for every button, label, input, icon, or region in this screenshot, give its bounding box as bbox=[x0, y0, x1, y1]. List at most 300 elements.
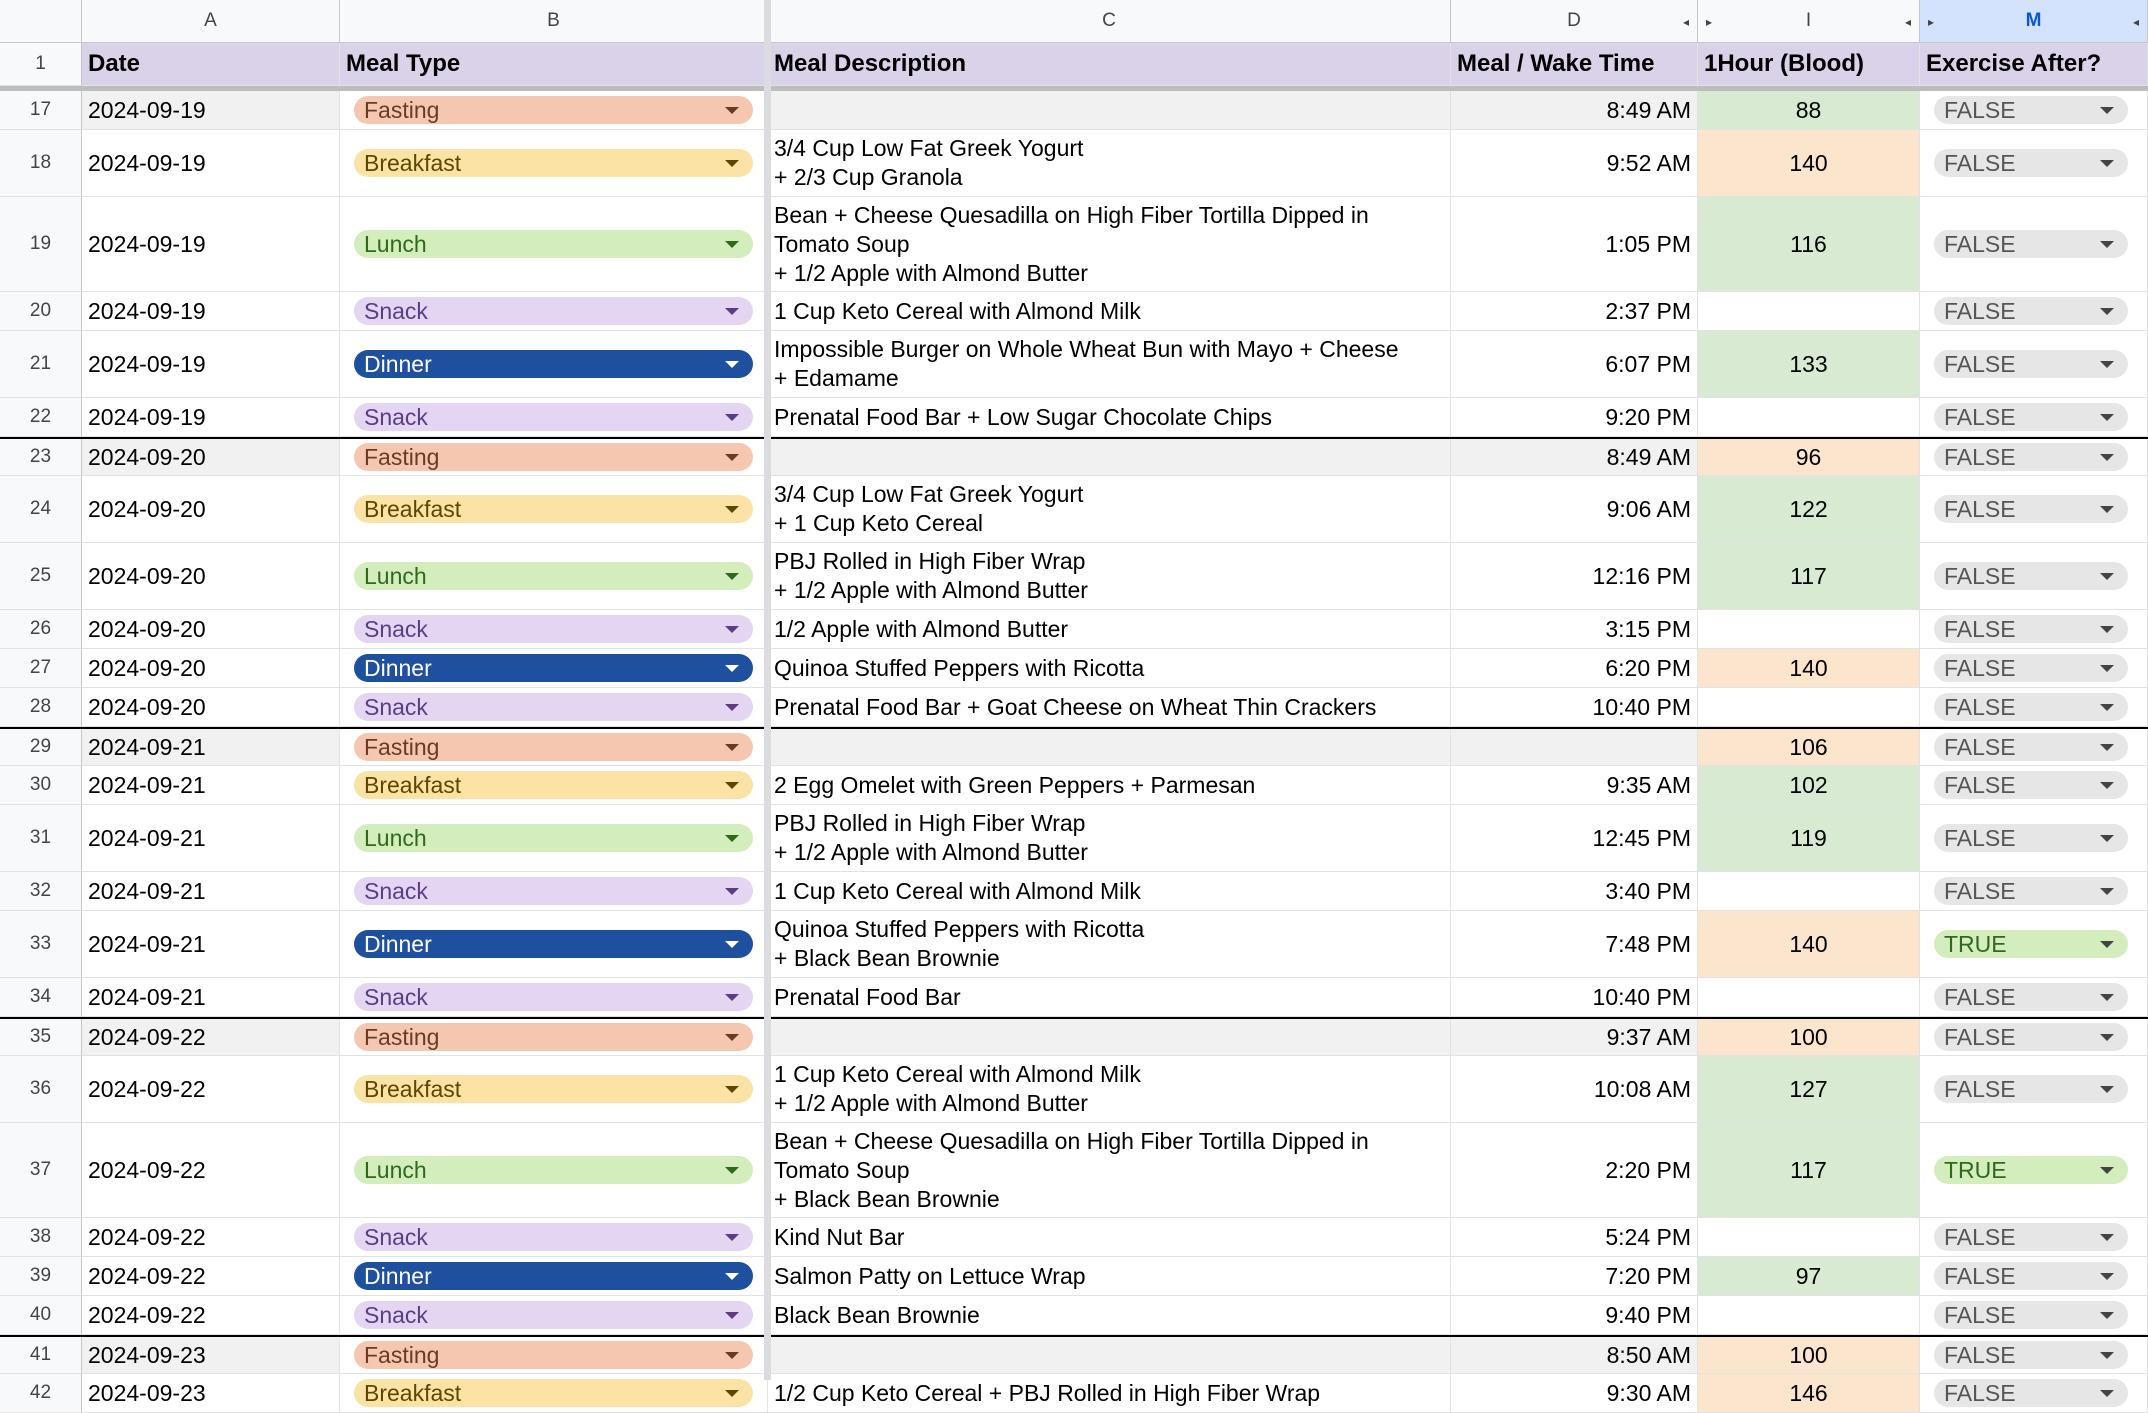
meal-type-cell[interactable] bbox=[340, 398, 768, 437]
exercise-after-cell[interactable] bbox=[1920, 1019, 2148, 1056]
meal-type-dropdown[interactable] bbox=[354, 1301, 753, 1329]
meal-time-cell[interactable]: 9:40 PM bbox=[1451, 1296, 1698, 1335]
chevron-down-icon[interactable] bbox=[2100, 506, 2114, 513]
column-header-col-m[interactable] bbox=[1920, 0, 2148, 43]
meal-description-cell[interactable] bbox=[768, 1296, 1451, 1335]
meal-type-cell[interactable] bbox=[340, 543, 768, 610]
meal-type-cell[interactable] bbox=[340, 439, 768, 476]
row-number[interactable]: 23 bbox=[0, 439, 82, 476]
blood-glucose-cell[interactable]: 117 bbox=[1698, 543, 1920, 610]
meal-type-dropdown[interactable] bbox=[354, 615, 753, 643]
blood-glucose-cell[interactable]: 140 bbox=[1698, 649, 1920, 688]
row-number[interactable]: 25 bbox=[0, 543, 82, 610]
chevron-down-icon[interactable] bbox=[2100, 1273, 2114, 1280]
chevron-down-icon[interactable] bbox=[2100, 1086, 2114, 1093]
column-header-col-a[interactable] bbox=[82, 0, 340, 43]
meal-type-cell[interactable] bbox=[340, 476, 768, 543]
meal-time-cell[interactable]: 12:45 PM bbox=[1451, 805, 1698, 872]
meal-type-cell[interactable] bbox=[340, 1056, 768, 1123]
meal-time-cell[interactable]: 1:05 PM bbox=[1451, 197, 1698, 292]
exercise-dropdown[interactable] bbox=[1934, 824, 2128, 852]
chevron-down-icon[interactable] bbox=[2100, 704, 2114, 711]
meal-description-cell[interactable] bbox=[768, 766, 1451, 805]
meal-description-cell[interactable] bbox=[768, 1257, 1451, 1296]
exercise-dropdown[interactable] bbox=[1934, 615, 2128, 643]
exercise-after-cell[interactable] bbox=[1920, 1257, 2148, 1296]
meal-type-dropdown[interactable] bbox=[354, 1075, 753, 1103]
exercise-dropdown[interactable] bbox=[1934, 877, 2128, 905]
meal-type-dropdown[interactable] bbox=[354, 149, 753, 177]
chevron-down-icon[interactable] bbox=[2100, 665, 2114, 672]
blood-glucose-cell[interactable]: 119 bbox=[1698, 805, 1920, 872]
meal-description-cell[interactable] bbox=[768, 610, 1451, 649]
meal-time-cell[interactable]: 6:07 PM bbox=[1451, 331, 1698, 398]
chevron-down-icon[interactable] bbox=[2100, 626, 2114, 633]
chevron-down-icon[interactable] bbox=[725, 994, 739, 1001]
date-cell[interactable]: 2024-09-20 bbox=[82, 688, 340, 727]
meal-description-cell[interactable] bbox=[768, 1019, 1451, 1056]
header-cell-col-d[interactable]: Meal / Wake Time bbox=[1451, 43, 1698, 86]
chevron-down-icon[interactable] bbox=[725, 160, 739, 167]
date-cell[interactable]: 2024-09-19 bbox=[82, 91, 340, 130]
exercise-after-cell[interactable] bbox=[1920, 543, 2148, 610]
meal-time-cell[interactable]: 9:30 AM bbox=[1451, 1374, 1698, 1413]
exercise-dropdown[interactable] bbox=[1934, 495, 2128, 523]
exercise-dropdown[interactable] bbox=[1934, 297, 2128, 325]
blood-glucose-cell[interactable] bbox=[1698, 978, 1920, 1017]
chevron-down-icon[interactable] bbox=[725, 835, 739, 842]
meal-type-dropdown[interactable] bbox=[354, 1341, 753, 1369]
meal-description-cell[interactable] bbox=[768, 476, 1451, 543]
exercise-after-cell[interactable] bbox=[1920, 610, 2148, 649]
exercise-dropdown[interactable] bbox=[1934, 693, 2128, 721]
row-number[interactable]: 39 bbox=[0, 1257, 82, 1296]
date-cell[interactable]: 2024-09-22 bbox=[82, 1257, 340, 1296]
meal-description-cell[interactable] bbox=[768, 911, 1451, 978]
hidden-columns-arrow-icon[interactable]: ◂ bbox=[1683, 15, 1690, 29]
chevron-down-icon[interactable] bbox=[2100, 1312, 2114, 1319]
exercise-after-cell[interactable] bbox=[1920, 130, 2148, 197]
date-cell[interactable]: 2024-09-22 bbox=[82, 1218, 340, 1257]
exercise-after-cell[interactable] bbox=[1920, 292, 2148, 331]
date-cell[interactable]: 2024-09-22 bbox=[82, 1056, 340, 1123]
date-cell[interactable]: 2024-09-23 bbox=[82, 1374, 340, 1413]
row-number[interactable]: 29 bbox=[0, 729, 82, 766]
row-number[interactable]: 38 bbox=[0, 1218, 82, 1257]
header-cell-col-b[interactable]: Meal Type bbox=[340, 43, 768, 86]
meal-time-cell[interactable]: 7:20 PM bbox=[1451, 1257, 1698, 1296]
chevron-down-icon[interactable] bbox=[2100, 888, 2114, 895]
date-cell[interactable]: 2024-09-20 bbox=[82, 439, 340, 476]
column-header-col-d[interactable] bbox=[1451, 0, 1698, 43]
blood-glucose-cell[interactable] bbox=[1698, 1296, 1920, 1335]
meal-description-cell[interactable] bbox=[768, 688, 1451, 727]
row-number[interactable]: 24 bbox=[0, 476, 82, 543]
exercise-after-cell[interactable] bbox=[1920, 649, 2148, 688]
date-cell[interactable]: 2024-09-19 bbox=[82, 197, 340, 292]
row-number[interactable]: 19 bbox=[0, 197, 82, 292]
meal-description-cell[interactable] bbox=[768, 292, 1451, 331]
row-number[interactable]: 21 bbox=[0, 331, 82, 398]
chevron-down-icon[interactable] bbox=[2100, 782, 2114, 789]
exercise-after-cell[interactable] bbox=[1920, 688, 2148, 727]
blood-glucose-cell[interactable]: 100 bbox=[1698, 1337, 1920, 1374]
blood-glucose-cell[interactable]: 102 bbox=[1698, 766, 1920, 805]
header-cell-col-a[interactable]: Date bbox=[82, 43, 340, 86]
meal-type-cell[interactable] bbox=[340, 688, 768, 727]
chevron-down-icon[interactable] bbox=[725, 1273, 739, 1280]
header-cell-col-c[interactable]: Meal Description bbox=[768, 43, 1451, 86]
meal-description-cell[interactable] bbox=[768, 439, 1451, 476]
date-cell[interactable]: 2024-09-19 bbox=[82, 331, 340, 398]
chevron-down-icon[interactable] bbox=[725, 414, 739, 421]
exercise-after-cell[interactable] bbox=[1920, 911, 2148, 978]
meal-type-cell[interactable] bbox=[340, 872, 768, 911]
blood-glucose-cell[interactable] bbox=[1698, 688, 1920, 727]
meal-type-cell[interactable] bbox=[340, 978, 768, 1017]
exercise-after-cell[interactable] bbox=[1920, 766, 2148, 805]
exercise-dropdown[interactable] bbox=[1934, 771, 2128, 799]
row-number[interactable]: 27 bbox=[0, 649, 82, 688]
meal-type-cell[interactable] bbox=[340, 1123, 768, 1218]
row-number[interactable]: 20 bbox=[0, 292, 82, 331]
chevron-down-icon[interactable] bbox=[725, 888, 739, 895]
meal-time-cell[interactable]: 8:49 AM bbox=[1451, 439, 1698, 476]
exercise-after-cell[interactable] bbox=[1920, 978, 2148, 1017]
exercise-after-cell[interactable] bbox=[1920, 91, 2148, 130]
meal-type-dropdown[interactable] bbox=[354, 1223, 753, 1251]
exercise-dropdown[interactable] bbox=[1934, 1223, 2128, 1251]
meal-type-cell[interactable] bbox=[340, 331, 768, 398]
chevron-down-icon[interactable] bbox=[2100, 573, 2114, 580]
blood-glucose-cell[interactable]: 133 bbox=[1698, 331, 1920, 398]
meal-type-cell[interactable] bbox=[340, 292, 768, 331]
meal-type-cell[interactable] bbox=[340, 197, 768, 292]
meal-time-cell[interactable]: 10:08 AM bbox=[1451, 1056, 1698, 1123]
row-number[interactable]: 41 bbox=[0, 1337, 82, 1374]
exercise-dropdown[interactable] bbox=[1934, 1262, 2128, 1290]
row-number[interactable]: 33 bbox=[0, 911, 82, 978]
chevron-down-icon[interactable] bbox=[725, 1086, 739, 1093]
column-header-col-i[interactable] bbox=[1698, 0, 1920, 43]
row-number[interactable]: 28 bbox=[0, 688, 82, 727]
chevron-down-icon[interactable] bbox=[725, 1167, 739, 1174]
date-cell[interactable]: 2024-09-19 bbox=[82, 292, 340, 331]
hidden-columns-arrow-icon[interactable]: ◂ bbox=[1905, 15, 1912, 29]
meal-type-dropdown[interactable] bbox=[354, 443, 753, 471]
blood-glucose-cell[interactable]: 106 bbox=[1698, 729, 1920, 766]
chevron-down-icon[interactable] bbox=[2100, 454, 2114, 461]
date-cell[interactable]: 2024-09-22 bbox=[82, 1296, 340, 1335]
blood-glucose-cell[interactable]: 116 bbox=[1698, 197, 1920, 292]
row-number[interactable]: 17 bbox=[0, 91, 82, 130]
meal-time-cell[interactable]: 10:40 PM bbox=[1451, 978, 1698, 1017]
date-cell[interactable]: 2024-09-20 bbox=[82, 610, 340, 649]
date-cell[interactable]: 2024-09-22 bbox=[82, 1019, 340, 1056]
row-number[interactable]: 22 bbox=[0, 398, 82, 437]
chevron-down-icon[interactable] bbox=[725, 506, 739, 513]
meal-type-cell[interactable] bbox=[340, 805, 768, 872]
meal-description-cell[interactable] bbox=[768, 978, 1451, 1017]
chevron-down-icon[interactable] bbox=[725, 744, 739, 751]
exercise-dropdown[interactable] bbox=[1934, 403, 2128, 431]
meal-type-dropdown[interactable] bbox=[354, 403, 753, 431]
row-number[interactable]: 37 bbox=[0, 1123, 82, 1218]
chevron-down-icon[interactable] bbox=[725, 1034, 739, 1041]
meal-type-dropdown[interactable] bbox=[354, 771, 753, 799]
chevron-down-icon[interactable] bbox=[725, 782, 739, 789]
chevron-down-icon[interactable] bbox=[2100, 835, 2114, 842]
meal-description-cell[interactable] bbox=[768, 91, 1451, 130]
column-header-col-b[interactable] bbox=[340, 0, 768, 43]
meal-time-cell[interactable]: 8:50 AM bbox=[1451, 1337, 1698, 1374]
meal-description-cell[interactable] bbox=[768, 543, 1451, 610]
date-cell[interactable]: 2024-09-20 bbox=[82, 476, 340, 543]
chevron-down-icon[interactable] bbox=[2100, 994, 2114, 1001]
exercise-after-cell[interactable] bbox=[1920, 1296, 2148, 1335]
header-cell-col-m[interactable]: Exercise After? bbox=[1920, 43, 2148, 86]
chevron-down-icon[interactable] bbox=[725, 107, 739, 114]
meal-time-cell[interactable]: 8:49 AM bbox=[1451, 91, 1698, 130]
date-cell[interactable]: 2024-09-21 bbox=[82, 766, 340, 805]
meal-time-cell[interactable]: 3:40 PM bbox=[1451, 872, 1698, 911]
meal-type-cell[interactable] bbox=[340, 130, 768, 197]
meal-type-dropdown[interactable] bbox=[354, 824, 753, 852]
exercise-after-cell[interactable] bbox=[1920, 476, 2148, 543]
blood-glucose-cell[interactable] bbox=[1698, 398, 1920, 437]
meal-time-cell[interactable]: 9:52 AM bbox=[1451, 130, 1698, 197]
exercise-after-cell[interactable] bbox=[1920, 398, 2148, 437]
chevron-down-icon[interactable] bbox=[725, 573, 739, 580]
exercise-dropdown[interactable] bbox=[1934, 350, 2128, 378]
date-cell[interactable]: 2024-09-22 bbox=[82, 1123, 340, 1218]
exercise-after-cell[interactable] bbox=[1920, 331, 2148, 398]
exercise-after-cell[interactable] bbox=[1920, 439, 2148, 476]
hidden-columns-arrow-icon[interactable]: ▸ bbox=[1928, 15, 1935, 29]
meal-type-dropdown[interactable] bbox=[354, 495, 753, 523]
blood-glucose-cell[interactable]: 140 bbox=[1698, 911, 1920, 978]
chevron-down-icon[interactable] bbox=[2100, 1167, 2114, 1174]
date-cell[interactable]: 2024-09-23 bbox=[82, 1337, 340, 1374]
meal-type-dropdown[interactable] bbox=[354, 693, 753, 721]
chevron-down-icon[interactable] bbox=[725, 241, 739, 248]
chevron-down-icon[interactable] bbox=[725, 454, 739, 461]
meal-description-cell[interactable] bbox=[768, 331, 1451, 398]
blood-glucose-cell[interactable]: 97 bbox=[1698, 1257, 1920, 1296]
chevron-down-icon[interactable] bbox=[725, 361, 739, 368]
exercise-dropdown[interactable] bbox=[1934, 96, 2128, 124]
chevron-down-icon[interactable] bbox=[725, 1352, 739, 1359]
row-number[interactable]: 40 bbox=[0, 1296, 82, 1335]
meal-type-cell[interactable] bbox=[340, 766, 768, 805]
date-cell[interactable]: 2024-09-19 bbox=[82, 398, 340, 437]
meal-type-cell[interactable] bbox=[340, 1218, 768, 1257]
meal-type-cell[interactable] bbox=[340, 1296, 768, 1335]
meal-description-cell[interactable] bbox=[768, 130, 1451, 197]
blood-glucose-cell[interactable]: 100 bbox=[1698, 1019, 1920, 1056]
row-number[interactable]: 34 bbox=[0, 978, 82, 1017]
chevron-down-icon[interactable] bbox=[725, 1234, 739, 1241]
exercise-dropdown[interactable] bbox=[1934, 1075, 2128, 1103]
meal-type-dropdown[interactable] bbox=[354, 1156, 753, 1184]
chevron-down-icon[interactable] bbox=[725, 665, 739, 672]
blood-glucose-cell[interactable]: 96 bbox=[1698, 439, 1920, 476]
hidden-columns-arrow-icon[interactable]: ▸ bbox=[1706, 15, 1713, 29]
meal-type-dropdown[interactable] bbox=[354, 1023, 753, 1051]
chevron-down-icon[interactable] bbox=[2100, 107, 2114, 114]
meal-type-cell[interactable] bbox=[340, 1374, 768, 1413]
chevron-down-icon[interactable] bbox=[2100, 1352, 2114, 1359]
hidden-columns-arrow-icon[interactable]: ◂ bbox=[2133, 15, 2140, 29]
blood-glucose-cell[interactable]: 122 bbox=[1698, 476, 1920, 543]
chevron-down-icon[interactable] bbox=[725, 1390, 739, 1397]
blood-glucose-cell[interactable]: 127 bbox=[1698, 1056, 1920, 1123]
row-number[interactable]: 36 bbox=[0, 1056, 82, 1123]
row-number[interactable]: 18 bbox=[0, 130, 82, 197]
exercise-dropdown[interactable] bbox=[1934, 1341, 2128, 1369]
exercise-dropdown[interactable] bbox=[1934, 443, 2128, 471]
meal-time-cell[interactable]: 2:37 PM bbox=[1451, 292, 1698, 331]
header-cell-col-i[interactable]: 1Hour (Blood) bbox=[1698, 43, 1920, 86]
meal-description-cell[interactable] bbox=[768, 1056, 1451, 1123]
date-cell[interactable]: 2024-09-19 bbox=[82, 130, 340, 197]
chevron-down-icon[interactable] bbox=[2100, 308, 2114, 315]
meal-description-cell[interactable] bbox=[768, 1218, 1451, 1257]
date-cell[interactable]: 2024-09-21 bbox=[82, 805, 340, 872]
meal-time-cell[interactable]: 7:48 PM bbox=[1451, 911, 1698, 978]
row-number[interactable]: 32 bbox=[0, 872, 82, 911]
meal-description-cell[interactable] bbox=[768, 1123, 1451, 1218]
date-cell[interactable]: 2024-09-20 bbox=[82, 649, 340, 688]
date-cell[interactable]: 2024-09-20 bbox=[82, 543, 340, 610]
row-number[interactable]: 42 bbox=[0, 1374, 82, 1413]
exercise-dropdown[interactable] bbox=[1934, 1156, 2128, 1184]
date-cell[interactable]: 2024-09-21 bbox=[82, 911, 340, 978]
meal-type-cell[interactable] bbox=[340, 610, 768, 649]
meal-description-cell[interactable] bbox=[768, 729, 1451, 766]
chevron-down-icon[interactable] bbox=[2100, 361, 2114, 368]
exercise-dropdown[interactable] bbox=[1934, 1301, 2128, 1329]
meal-time-cell[interactable]: 9:37 AM bbox=[1451, 1019, 1698, 1056]
row-number[interactable]: 1 bbox=[0, 43, 82, 86]
chevron-down-icon[interactable] bbox=[2100, 414, 2114, 421]
blood-glucose-cell[interactable]: 88 bbox=[1698, 91, 1920, 130]
exercise-dropdown[interactable] bbox=[1934, 1023, 2128, 1051]
date-cell[interactable]: 2024-09-21 bbox=[82, 872, 340, 911]
meal-time-cell[interactable]: 6:20 PM bbox=[1451, 649, 1698, 688]
blood-glucose-cell[interactable]: 140 bbox=[1698, 130, 1920, 197]
exercise-after-cell[interactable] bbox=[1920, 872, 2148, 911]
meal-type-cell[interactable] bbox=[340, 1019, 768, 1056]
chevron-down-icon[interactable] bbox=[725, 626, 739, 633]
row-number[interactable]: 26 bbox=[0, 610, 82, 649]
chevron-down-icon[interactable] bbox=[2100, 241, 2114, 248]
exercise-after-cell[interactable] bbox=[1920, 729, 2148, 766]
meal-type-dropdown[interactable] bbox=[354, 877, 753, 905]
chevron-down-icon[interactable] bbox=[725, 1312, 739, 1319]
exercise-dropdown[interactable] bbox=[1934, 733, 2128, 761]
meal-time-cell[interactable]: 12:16 PM bbox=[1451, 543, 1698, 610]
row-number[interactable]: 30 bbox=[0, 766, 82, 805]
meal-description-cell[interactable] bbox=[768, 872, 1451, 911]
exercise-after-cell[interactable] bbox=[1920, 1374, 2148, 1413]
blood-glucose-cell[interactable] bbox=[1698, 872, 1920, 911]
chevron-down-icon[interactable] bbox=[2100, 744, 2114, 751]
meal-time-cell[interactable]: 9:20 PM bbox=[1451, 398, 1698, 437]
meal-description-cell[interactable] bbox=[768, 805, 1451, 872]
meal-type-cell[interactable] bbox=[340, 1257, 768, 1296]
exercise-dropdown[interactable] bbox=[1934, 562, 2128, 590]
exercise-dropdown[interactable] bbox=[1934, 654, 2128, 682]
exercise-dropdown[interactable] bbox=[1934, 149, 2128, 177]
meal-type-dropdown[interactable] bbox=[354, 930, 753, 958]
chevron-down-icon[interactable] bbox=[2100, 1234, 2114, 1241]
column-header-col-c[interactable] bbox=[768, 0, 1451, 43]
meal-time-cell[interactable]: 2:20 PM bbox=[1451, 1123, 1698, 1218]
chevron-down-icon[interactable] bbox=[725, 704, 739, 711]
meal-type-cell[interactable] bbox=[340, 91, 768, 130]
exercise-dropdown[interactable] bbox=[1934, 230, 2128, 258]
row-number[interactable]: 35 bbox=[0, 1019, 82, 1056]
meal-description-cell[interactable] bbox=[768, 1337, 1451, 1374]
meal-time-cell[interactable]: 9:06 AM bbox=[1451, 476, 1698, 543]
exercise-dropdown[interactable] bbox=[1934, 930, 2128, 958]
meal-type-dropdown[interactable] bbox=[354, 1379, 753, 1407]
meal-type-dropdown[interactable] bbox=[354, 983, 753, 1011]
chevron-down-icon[interactable] bbox=[2100, 1034, 2114, 1041]
meal-type-cell[interactable] bbox=[340, 1337, 768, 1374]
chevron-down-icon[interactable] bbox=[2100, 160, 2114, 167]
exercise-after-cell[interactable] bbox=[1920, 1337, 2148, 1374]
meal-type-dropdown[interactable] bbox=[354, 230, 753, 258]
blood-glucose-cell[interactable]: 117 bbox=[1698, 1123, 1920, 1218]
meal-time-cell[interactable] bbox=[1451, 729, 1698, 766]
exercise-after-cell[interactable] bbox=[1920, 1218, 2148, 1257]
exercise-after-cell[interactable] bbox=[1920, 197, 2148, 292]
meal-time-cell[interactable]: 3:15 PM bbox=[1451, 610, 1698, 649]
date-cell[interactable]: 2024-09-21 bbox=[82, 978, 340, 1017]
meal-type-cell[interactable] bbox=[340, 911, 768, 978]
exercise-dropdown[interactable] bbox=[1934, 1379, 2128, 1407]
meal-time-cell[interactable]: 9:35 AM bbox=[1451, 766, 1698, 805]
meal-time-cell[interactable]: 5:24 PM bbox=[1451, 1218, 1698, 1257]
meal-type-dropdown[interactable] bbox=[354, 96, 753, 124]
exercise-after-cell[interactable] bbox=[1920, 1123, 2148, 1218]
chevron-down-icon[interactable] bbox=[2100, 1390, 2114, 1397]
meal-type-cell[interactable] bbox=[340, 729, 768, 766]
meal-type-dropdown[interactable] bbox=[354, 350, 753, 378]
meal-description-cell[interactable] bbox=[768, 649, 1451, 688]
meal-time-cell[interactable]: 10:40 PM bbox=[1451, 688, 1698, 727]
date-cell[interactable]: 2024-09-21 bbox=[82, 729, 340, 766]
exercise-after-cell[interactable] bbox=[1920, 805, 2148, 872]
column-resize-divider[interactable] bbox=[764, 0, 771, 1380]
meal-description-cell[interactable] bbox=[768, 398, 1451, 437]
blood-glucose-cell[interactable] bbox=[1698, 610, 1920, 649]
blood-glucose-cell[interactable]: 146 bbox=[1698, 1374, 1920, 1413]
chevron-down-icon[interactable] bbox=[725, 941, 739, 948]
meal-type-dropdown[interactable] bbox=[354, 654, 753, 682]
meal-type-dropdown[interactable] bbox=[354, 562, 753, 590]
meal-description-cell[interactable] bbox=[768, 197, 1451, 292]
meal-description-cell[interactable] bbox=[768, 1374, 1451, 1413]
chevron-down-icon[interactable] bbox=[2100, 941, 2114, 948]
meal-type-dropdown[interactable] bbox=[354, 1262, 753, 1290]
exercise-after-cell[interactable] bbox=[1920, 1056, 2148, 1123]
blood-glucose-cell[interactable] bbox=[1698, 292, 1920, 331]
exercise-dropdown[interactable] bbox=[1934, 983, 2128, 1011]
blood-glucose-cell[interactable] bbox=[1698, 1218, 1920, 1257]
